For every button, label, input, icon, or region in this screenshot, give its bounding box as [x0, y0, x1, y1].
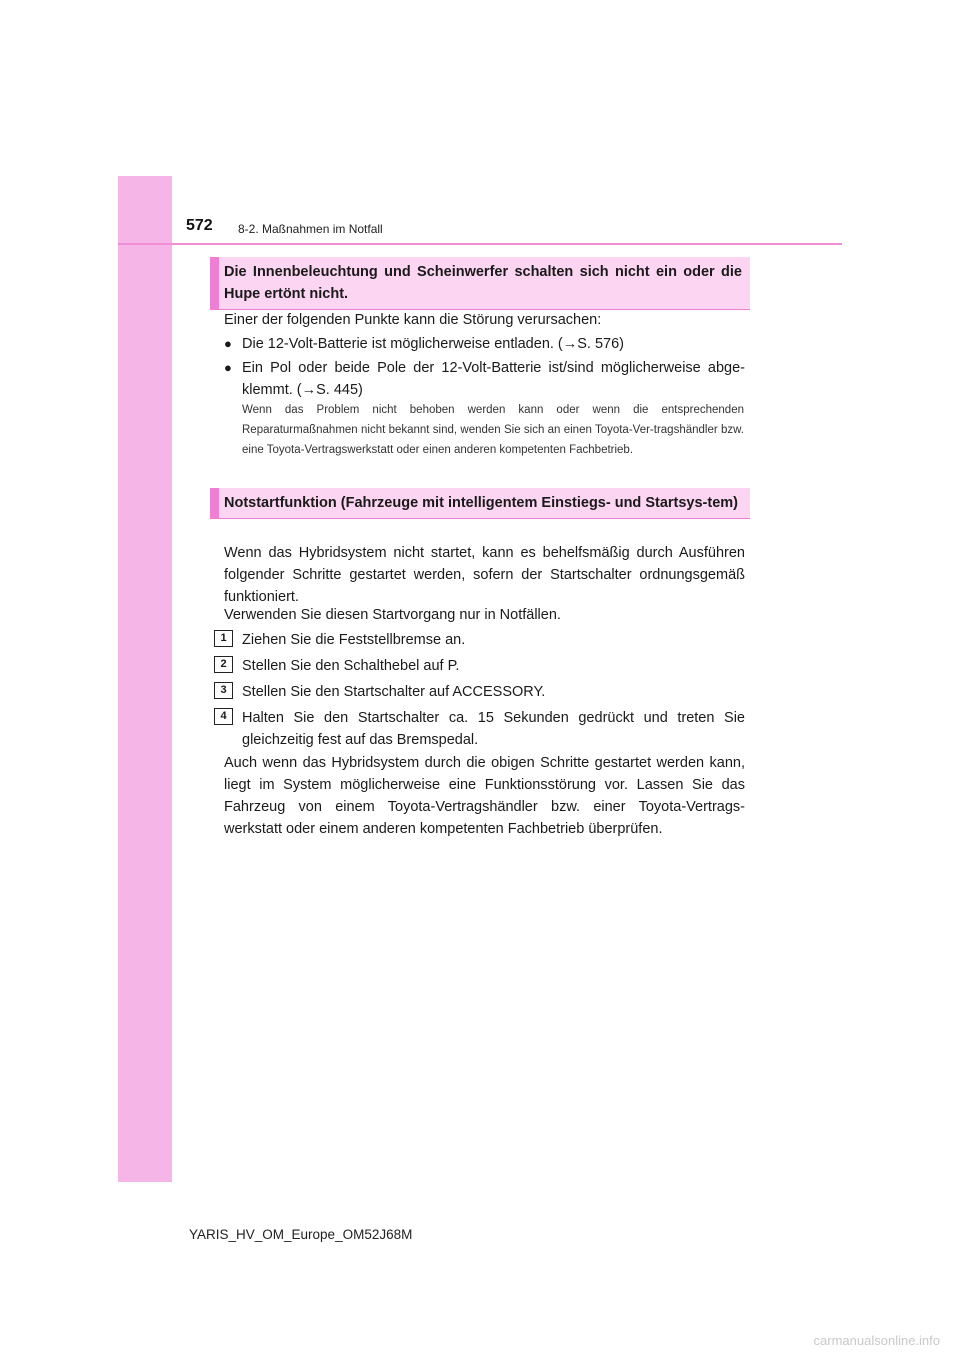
step-number-badge: 2 — [214, 656, 233, 673]
document-id: YARIS_HV_OM_Europe_OM52J68M — [189, 1227, 413, 1242]
bullet-icon: ● — [224, 360, 232, 375]
step-text: Stellen Sie den Schalthebel auf P. — [242, 658, 460, 674]
section2-closing: Auch wenn das Hybridsystem durch die obigen Schritte gestartet werden kann, liegt im System möglicherweise eine Funktionsstörung vor. Lassen Sie das Fahrzeug von einem Toyota-Vertragshändler bzw. einer Toyota-Vertrags-werkstatt oder einem anderen kompetenten Fachbetrieb überprüfen. — [224, 755, 745, 837]
section-title: 8-2. Maßnahmen im Notfall — [238, 222, 383, 236]
step-number-badge: 3 — [214, 682, 233, 699]
section2-intro: Wenn das Hybridsystem nicht startet, kann es behelfsmäßig durch Ausführen folgender Schritte gestartet werden, sofern der Startschalter ordnungsgemäß funktioniert. — [224, 545, 745, 605]
bullet-text: Ein Pol oder beide Pole der 12-Volt-Batterie ist/sind möglicherweise abge-klemmt. (→S. 445) — [242, 360, 745, 398]
section1-note: Wenn das Problem nicht behoben werden kann oder wenn die entsprechenden Reparaturmaßnahmen nicht bekannt sind, wenden Sie sich an einen Toyota-Ver-tragshändler bzw. eine Toyota-Vertragswerkstatt oder einen anderen kompetenten Fachbetrieb. — [242, 404, 744, 456]
page-number: 572 — [186, 217, 213, 234]
bullet-icon: ● — [224, 336, 232, 351]
step-text: Stellen Sie den Startschalter auf ACCESSORY. — [242, 684, 546, 700]
bullet-text: Die 12-Volt-Batterie ist möglicherweise entladen. (→S. 576) — [242, 336, 625, 352]
section1-intro: Einer der folgenden Punkte kann die Störung verursachen: — [224, 312, 602, 328]
step-number-badge: 4 — [214, 708, 233, 725]
list-item — [224, 357, 745, 401]
page-sidebar-tab — [118, 176, 172, 1182]
step-text: Halten Sie den Startschalter ca. 15 Sekunden gedrückt und treten Sie gleichzeitig fest auf das Bremspedal. — [242, 710, 745, 748]
section2-note: Verwenden Sie diesen Startvorgang nur in Notfällen. — [224, 607, 561, 623]
section1-heading: Die Innenbeleuchtung und Scheinwerfer schalten sich nicht ein oder die Hupe ertönt nicht. — [210, 257, 750, 310]
step-text: Ziehen Sie die Feststellbremse an. — [242, 632, 466, 648]
header-divider — [118, 243, 842, 245]
step-number-badge: 1 — [214, 630, 233, 647]
watermark: carmanualsonline.info — [813, 1333, 940, 1348]
section2-heading: Notstartfunktion (Fahrzeuge mit intelligentem Einstiegs- und Startsys-tem) — [210, 488, 750, 519]
list-item — [224, 333, 745, 355]
